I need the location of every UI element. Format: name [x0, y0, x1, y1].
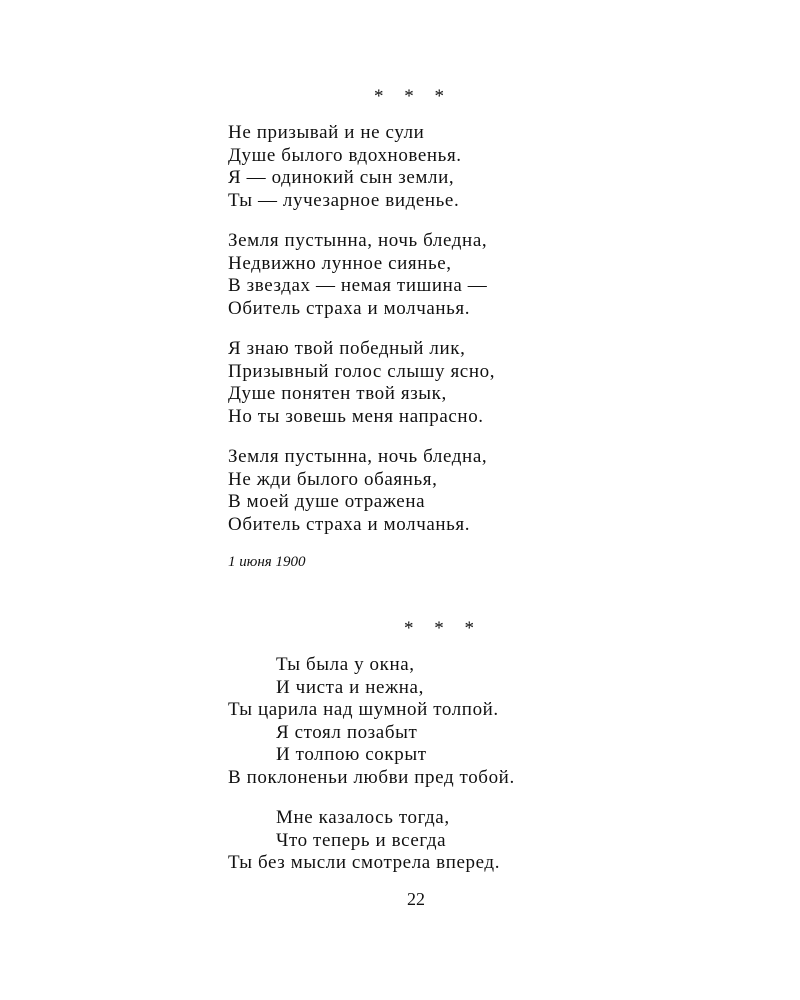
verse-line: Ты без мысли смотрела вперед. [228, 852, 501, 873]
verse-line: Мне казалось тогда, [276, 807, 450, 828]
verse-line: Земля пустынна, ночь бледна, [228, 230, 488, 251]
verse-line: Я стоял позабыт [276, 721, 418, 743]
verse-line: В звездах — немая тишина — [228, 275, 488, 296]
verse-line: Обитель страха и молчанья. [228, 513, 471, 535]
stanza-2 [228, 230, 648, 320]
verse-line: Недвижно лунное сиянье, [228, 252, 452, 274]
stanza-4 [228, 446, 648, 536]
page-number: 22 [407, 889, 425, 909]
stanza-2 [228, 807, 648, 875]
verse-line: В поклоненьи любви пред тобой. [228, 766, 515, 788]
poem-date: 1 июня 1900 [228, 554, 306, 570]
section-separator: * * * [374, 86, 452, 107]
verse-line: Земля пустынна, ночь бледна, [228, 446, 488, 467]
stanza-1 [228, 122, 648, 212]
verse-line: Что теперь и всегда [276, 829, 447, 851]
verse-line: Я — одинокий сын земли, [228, 167, 455, 188]
verse-line: Обитель страха и молчанья. [228, 297, 471, 319]
verse-line: Ты царила над шумной толпой. [228, 699, 499, 720]
poem-2 [228, 618, 648, 893]
poem-1 [228, 86, 648, 572]
verse-line: Душе былого вдохновенья. [228, 144, 462, 166]
verse-line: Не жди былого обаянья, [228, 468, 438, 490]
verse-line: Не призывай и не сули [228, 122, 425, 143]
verse-line: Ты — лучезарное виденье. [228, 189, 460, 211]
verse-line: Я знаю твой победный лик, [228, 338, 466, 359]
verse-line: Ты была у окна, [276, 654, 415, 675]
verse-line: Душе понятен твой язык, [228, 383, 447, 404]
verse-line: И чиста и нежна, [276, 676, 424, 698]
stanza-1 [228, 654, 648, 789]
verse-line: В моей душе отражена [228, 491, 426, 512]
verse-line: Призывный голос слышу ясно, [228, 360, 496, 382]
verse-line: Но ты зовешь меня напрасно. [228, 405, 484, 427]
section-separator: * * * [404, 618, 482, 639]
stanza-3 [228, 338, 648, 428]
verse-line: И толпою сокрыт [276, 744, 427, 765]
